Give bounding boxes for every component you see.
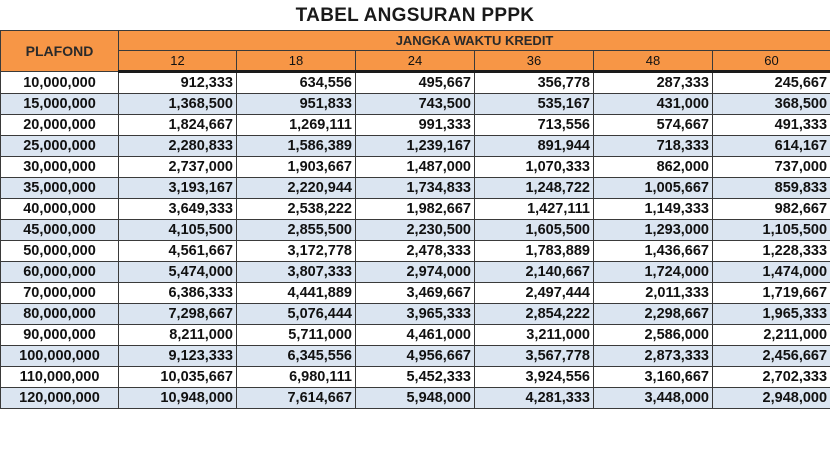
installment-cell: 2,702,333 [713, 367, 830, 388]
installment-cell: 495,667 [356, 72, 475, 94]
installment-cell: 4,461,000 [356, 325, 475, 346]
installment-cell: 1,487,000 [356, 157, 475, 178]
installment-cell: 718,333 [594, 136, 713, 157]
installment-cell: 1,605,500 [475, 220, 594, 241]
installment-cell: 431,000 [594, 94, 713, 115]
table-row [1, 388, 830, 409]
installment-cell: 5,474,000 [119, 262, 237, 283]
installment-cell: 3,211,000 [475, 325, 594, 346]
term-header-12: 12 [119, 50, 237, 71]
plafond-cell: 100,000,000 [1, 346, 119, 367]
installment-cell: 6,386,333 [119, 283, 237, 304]
table-row [1, 262, 830, 283]
installment-cell: 1,005,667 [594, 178, 713, 199]
installment-cell: 535,167 [475, 94, 594, 115]
installment-cell: 356,778 [475, 72, 594, 94]
installment-cell: 713,556 [475, 115, 594, 136]
installment-cell: 3,807,333 [237, 262, 356, 283]
term-header-48: 48 [594, 50, 713, 71]
plafond-cell: 120,000,000 [1, 388, 119, 409]
installment-cell: 982,667 [713, 199, 830, 220]
plafond-cell: 70,000,000 [1, 283, 119, 304]
table-row [1, 241, 830, 262]
table-row [1, 325, 830, 346]
installment-cell: 3,965,333 [356, 304, 475, 325]
installment-cell: 2,538,222 [237, 199, 356, 220]
installment-cell: 1,436,667 [594, 241, 713, 262]
installment-cell: 2,478,333 [356, 241, 475, 262]
installment-cell: 2,948,000 [713, 388, 830, 409]
installment-cell: 634,556 [237, 72, 356, 94]
installment-cell: 1,982,667 [356, 199, 475, 220]
table-row [1, 72, 830, 94]
plafond-cell: 110,000,000 [1, 367, 119, 388]
installment-cell: 1,293,000 [594, 220, 713, 241]
installment-cell: 1,149,333 [594, 199, 713, 220]
plafond-cell: 15,000,000 [1, 94, 119, 115]
installment-cell: 3,193,167 [119, 178, 237, 199]
installment-cell: 287,333 [594, 72, 713, 94]
plafond-cell: 10,000,000 [1, 72, 119, 94]
installment-cell: 9,123,333 [119, 346, 237, 367]
installment-cell: 4,561,667 [119, 241, 237, 262]
plafond-cell: 30,000,000 [1, 157, 119, 178]
installment-cell: 2,873,333 [594, 346, 713, 367]
installment-cell: 862,000 [594, 157, 713, 178]
installment-cell: 2,586,000 [594, 325, 713, 346]
installment-cell: 2,211,000 [713, 325, 830, 346]
plafond-cell: 90,000,000 [1, 325, 119, 346]
installment-cell: 7,298,667 [119, 304, 237, 325]
installment-cell: 1,734,833 [356, 178, 475, 199]
installment-cell: 6,345,556 [237, 346, 356, 367]
installment-cell: 2,737,000 [119, 157, 237, 178]
installment-cell: 2,974,000 [356, 262, 475, 283]
installment-cell: 4,281,333 [475, 388, 594, 409]
installment-cell: 1,724,000 [594, 262, 713, 283]
installment-cell: 2,456,667 [713, 346, 830, 367]
installment-cell: 6,980,111 [237, 367, 356, 388]
installment-cell: 2,280,833 [119, 136, 237, 157]
installment-cell: 5,076,444 [237, 304, 356, 325]
installment-cell: 3,172,778 [237, 241, 356, 262]
installment-cell: 2,497,444 [475, 283, 594, 304]
plafond-cell: 35,000,000 [1, 178, 119, 199]
installment-cell: 3,469,667 [356, 283, 475, 304]
installment-cell: 2,298,667 [594, 304, 713, 325]
table-row [1, 115, 830, 136]
plafond-cell: 60,000,000 [1, 262, 119, 283]
installment-cell: 368,500 [713, 94, 830, 115]
installment-cell: 1,228,333 [713, 241, 830, 262]
installment-cell: 1,427,111 [475, 199, 594, 220]
table-row [1, 94, 830, 115]
installment-cell: 574,667 [594, 115, 713, 136]
installment-cell: 491,333 [713, 115, 830, 136]
installment-cell: 4,105,500 [119, 220, 237, 241]
term-header-60: 60 [713, 50, 830, 71]
installment-cell: 1,239,167 [356, 136, 475, 157]
term-header-18: 18 [237, 50, 356, 71]
installment-cell: 1,368,500 [119, 94, 237, 115]
installment-cell: 10,035,667 [119, 367, 237, 388]
installment-cell: 2,230,500 [356, 220, 475, 241]
installment-cell: 2,854,222 [475, 304, 594, 325]
table-row [1, 178, 830, 199]
table-row [1, 157, 830, 178]
plafond-cell: 40,000,000 [1, 199, 119, 220]
installment-cell: 3,924,556 [475, 367, 594, 388]
installment-cell: 3,567,778 [475, 346, 594, 367]
table-row [1, 136, 830, 157]
term-header-36: 36 [475, 50, 594, 71]
installment-cell: 951,833 [237, 94, 356, 115]
installment-cell: 1,824,667 [119, 115, 237, 136]
installment-table [0, 30, 830, 409]
installment-cell: 2,011,333 [594, 283, 713, 304]
plafond-cell: 45,000,000 [1, 220, 119, 241]
installment-cell: 3,160,667 [594, 367, 713, 388]
installment-cell: 891,944 [475, 136, 594, 157]
table-title: TABEL ANGSURAN PPPK [295, 5, 535, 26]
installment-cell: 2,855,500 [237, 220, 356, 241]
header-row-terms [1, 50, 830, 71]
installment-cell: 10,948,000 [119, 388, 237, 409]
installment-cell: 743,500 [356, 94, 475, 115]
plafond-header: PLAFOND [1, 31, 119, 72]
installment-cell: 5,452,333 [356, 367, 475, 388]
installment-cell: 7,614,667 [237, 388, 356, 409]
header-row-group [1, 31, 830, 51]
plafond-cell: 80,000,000 [1, 304, 119, 325]
installment-cell: 1,474,000 [713, 262, 830, 283]
installment-cell: 2,220,944 [237, 178, 356, 199]
installment-cell: 1,070,333 [475, 157, 594, 178]
installment-cell: 8,211,000 [119, 325, 237, 346]
installment-cell: 5,711,000 [237, 325, 356, 346]
installment-cell: 4,956,667 [356, 346, 475, 367]
installment-cell: 1,783,889 [475, 241, 594, 262]
installment-cell: 737,000 [713, 157, 830, 178]
installment-cell: 4,441,889 [237, 283, 356, 304]
plafond-cell: 20,000,000 [1, 115, 119, 136]
installment-cell: 1,719,667 [713, 283, 830, 304]
term-group-header: JANGKA WAKTU KREDIT [119, 31, 830, 51]
installment-cell: 1,269,111 [237, 115, 356, 136]
installment-cell: 1,586,389 [237, 136, 356, 157]
installment-cell: 859,833 [713, 178, 830, 199]
table-body [1, 72, 830, 409]
installment-cell: 2,140,667 [475, 262, 594, 283]
installment-cell: 3,649,333 [119, 199, 237, 220]
installment-cell: 912,333 [119, 72, 237, 94]
table-row [1, 199, 830, 220]
installment-cell: 614,167 [713, 136, 830, 157]
plafond-cell: 50,000,000 [1, 241, 119, 262]
installment-cell: 1,903,667 [237, 157, 356, 178]
term-header-24: 24 [356, 50, 475, 71]
table-row [1, 283, 830, 304]
table-row [1, 304, 830, 325]
installment-cell: 3,448,000 [594, 388, 713, 409]
plafond-cell: 25,000,000 [1, 136, 119, 157]
installment-cell: 5,948,000 [356, 388, 475, 409]
table-row [1, 346, 830, 367]
installment-cell: 1,965,333 [713, 304, 830, 325]
table-row [1, 220, 830, 241]
installment-cell: 1,248,722 [475, 178, 594, 199]
installment-cell: 1,105,500 [713, 220, 830, 241]
installment-cell: 991,333 [356, 115, 475, 136]
installment-cell: 245,667 [713, 72, 830, 94]
table-row [1, 367, 830, 388]
